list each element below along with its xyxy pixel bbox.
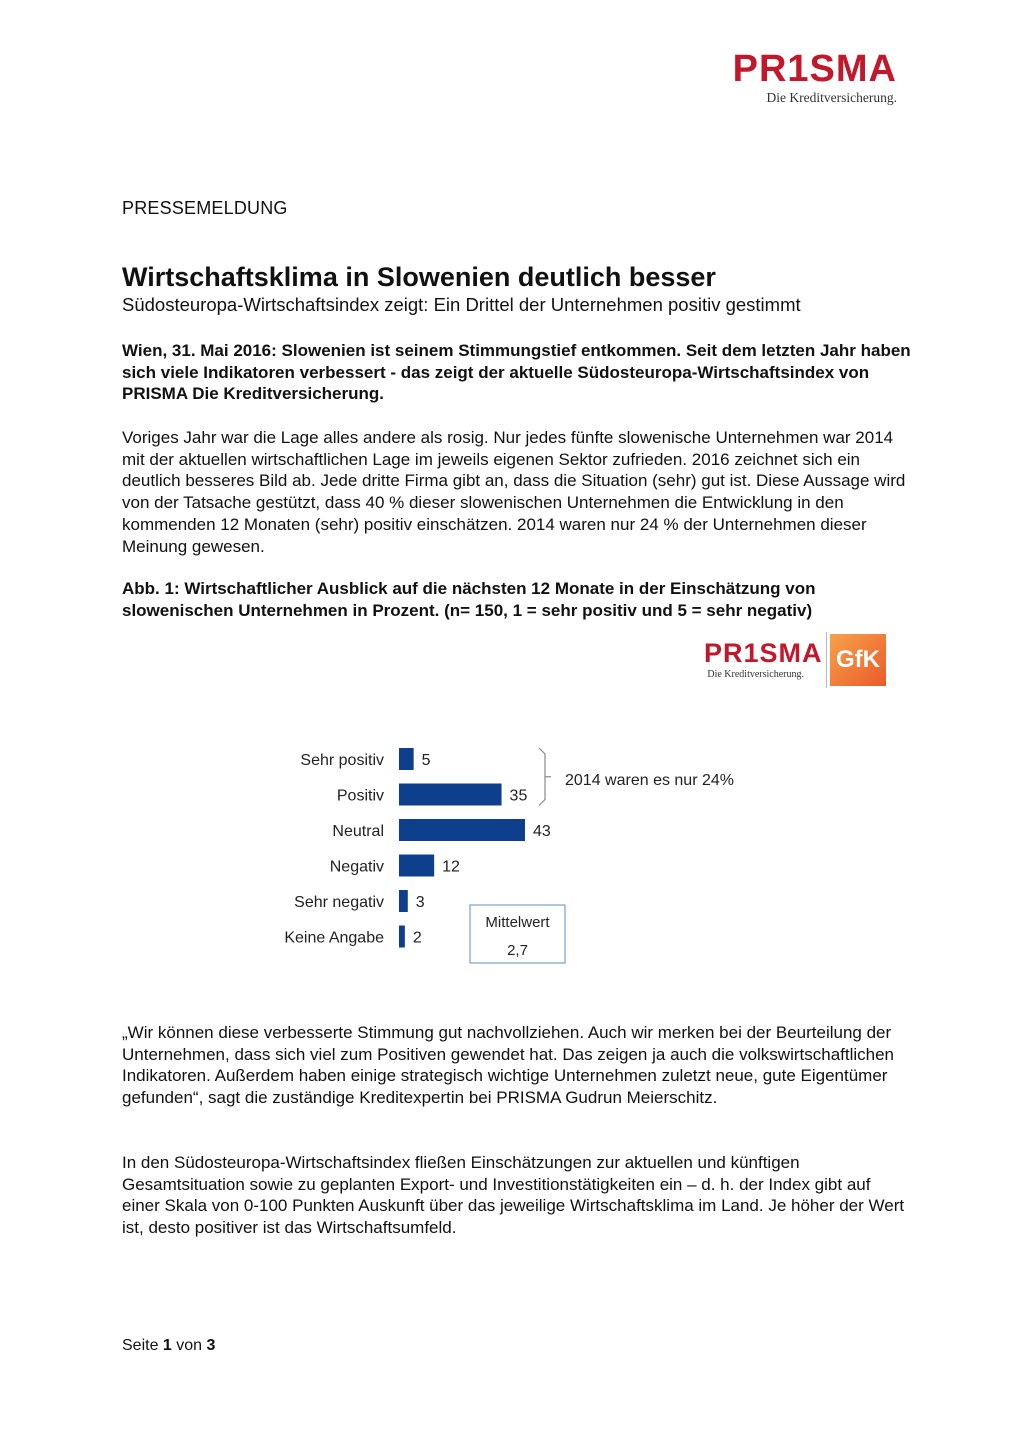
- bracket: [539, 748, 545, 806]
- value-label: 43: [532, 823, 551, 840]
- logo-separator: [826, 632, 827, 688]
- bar: [399, 890, 408, 912]
- bar: [399, 748, 414, 770]
- logo-wordmark: PR1SMA: [732, 48, 897, 90]
- bar: [399, 784, 502, 806]
- category-label: Negativ: [329, 858, 384, 876]
- value-label: 5: [421, 752, 431, 769]
- page-subtitle: Südosteuropa-Wirtschaftsindex zeigt: Ein Drittel der Unternehmen positiv gestimmt: [122, 294, 801, 315]
- outlook-bar-chart: [270, 738, 790, 970]
- category-label: Positiv: [336, 787, 384, 805]
- value-label: 2: [412, 929, 422, 947]
- lead-paragraph: Wien, 31. Mai 2016: Slowenien ist seinem Stimmungstief entkommen. Seit dem letzten Jahr haben sich viele Indikatoren verbessert - das zeigt der aktuelle Südosteuropa-Wirtschaftsindex von PRISMA Die Kreditversicherung.: [122, 341, 911, 404]
- figure-prisma-tagline: Die Kreditversicherung.: [707, 669, 804, 680]
- footer-middle: von: [176, 1337, 203, 1354]
- value-label: 35: [509, 787, 528, 805]
- mean-label: Mittelwert: [485, 914, 550, 931]
- category-label: Keine Angabe: [284, 929, 384, 947]
- footer-page-total: 3: [206, 1337, 216, 1354]
- value-label: 3: [415, 894, 425, 911]
- category-label: Sehr negativ: [294, 894, 384, 911]
- gfk-logo: GfK: [830, 634, 886, 686]
- figure-prisma-wordmark: PR1SMA: [704, 638, 823, 668]
- bar: [399, 855, 434, 877]
- body-paragraph-1: Voriges Jahr war die Lage alles andere als rosig. Nur jedes fünfte slowenische Unternehmen war 2014 mit der aktuellen wirtschaftlichen Lage im jeweils eigenen Sektor zufrieden. 2016 zeichnet sich ein deutlich besseres Bild ab. Jede dritte Firma gibt an, dass die Situation (sehr) gut ist. Diese Aussage wird von der Tatsache gestützt, dass 40 % dieser slowenischen Unternehmen die Entwicklung in den kommenden 12 Monaten (sehr) positiv einschätzen. 2014 waren nur 24 % der Unternehmen dieser Meinung gewesen.: [122, 428, 906, 556]
- document-type: PRESSEMELDUNG: [122, 198, 288, 218]
- bar: [399, 926, 405, 948]
- category-label: Sehr positiv: [300, 752, 384, 769]
- figure-logo: [684, 632, 888, 688]
- bar: [399, 819, 525, 841]
- annotation-label: 2014 waren es nur 24%: [565, 772, 734, 789]
- body-paragraph-2: „Wir können diese verbesserte Stimmung gut nachvollziehen. Auch wir merken bei der Beurteilung der Unternehmen, dass sich viel zum Positiven gewendet hat. Das zeigen ja auch die volkswirtschaftlichen Indikatoren. Außerdem haben einige strategisch wichtige Unternehmen zuletzt neue, gute Eigentümer gefunden“, sagt die zuständige Kreditexpertin bei PRISMA Gudrun Meierschitz.: [122, 1023, 895, 1108]
- body-paragraph-3: In den Südosteuropa-Wirtschaftsindex fließen Einschätzungen zur aktuellen und künftigen Gesamtsituation sowie zu geplanten Export- und Investitionstätigkeiten ein – d. h. der Index gibt auf einer Skala von 0-100 Punkten Auskunft über das jeweilige Wirtschaftsklima im Land. Je höher der Wert ist, desto positiver ist das Wirtschaftsumfeld.: [122, 1153, 905, 1238]
- footer-prefix: Seite: [122, 1337, 159, 1354]
- figure-caption: Abb. 1: Wirtschaftlicher Ausblick auf die nächsten 12 Monate in der Einschätzung von slowenischen Unternehmen in Prozent. (n= 150, 1 = sehr positiv und 5 = sehr negativ): [122, 579, 816, 620]
- page-footer: [122, 1337, 215, 1355]
- page-title: Wirtschaftsklima in Slowenien deutlich besser: [122, 262, 716, 292]
- value-label: 12: [442, 858, 460, 876]
- prisma-logo: [733, 50, 897, 106]
- category-label: Neutral: [332, 823, 384, 840]
- mean-value: 2,7: [507, 942, 528, 959]
- footer-page-number: 1: [162, 1337, 172, 1354]
- logo-tagline: Die Kreditversicherung.: [766, 90, 897, 105]
